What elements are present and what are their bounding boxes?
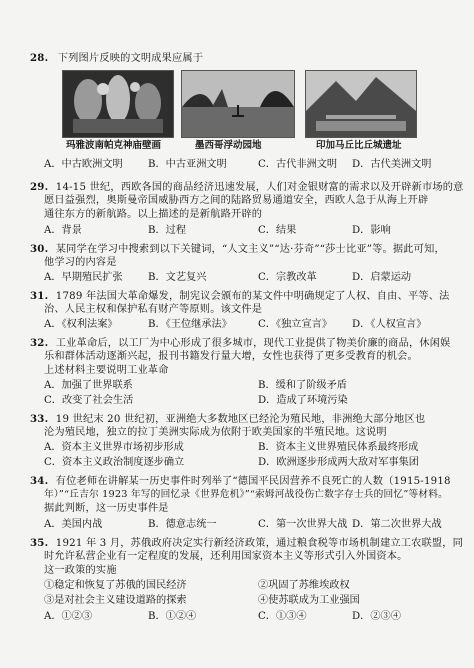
q32-number: 32. — [30, 337, 49, 349]
floating-garden-image — [181, 70, 295, 138]
caption-mural: 玛雅波南帕克神庙壁画 — [66, 140, 162, 151]
q29-line-1 — [30, 182, 464, 193]
q29-option-b[interactable]: B．过程 — [148, 225, 187, 236]
mural-image — [62, 70, 174, 138]
q35-option-c[interactable]: C．①③④ — [258, 611, 307, 622]
q32-line-1 — [30, 338, 451, 349]
q35-line-1 — [30, 538, 463, 549]
q30-option-d[interactable]: D．启蒙运动 — [352, 272, 412, 283]
q32-option-d[interactable]: D．造成了环境污染 — [258, 395, 348, 406]
q29-option-d[interactable]: D．影响 — [352, 225, 391, 236]
q29-option-a[interactable]: A．背景 — [44, 225, 82, 236]
q31-line-1 — [30, 291, 450, 302]
q33-option-a[interactable]: A．资本主义世界市场初步形成 — [44, 442, 184, 453]
q35-text-1: 1921 年 3 月，苏俄政府决定实行新经济政策，通过粮食税等市场机制建立工农联盟，同 — [55, 538, 464, 549]
q32-option-a[interactable]: A．加强了世界联系 — [44, 380, 133, 391]
q32-text-1: 工业革命后，以工厂为中心形成了很多城市，现代工业提供了物美价廉的商品，休闲娱 — [55, 338, 451, 349]
q35-statement-3: ③是对社会主义建设道路的探索 — [44, 595, 187, 606]
q34-option-a[interactable]: A．美国内战 — [44, 519, 103, 530]
q28-number: 28. — [30, 52, 49, 64]
q29-line-2: 愿日益强烈，奥斯曼帝国威胁西方之间的陆路贸易通道安全，西欧人急于从海上开辟 — [44, 195, 429, 206]
q35-option-d[interactable]: D．②③④ — [352, 611, 401, 622]
q30-number: 30. — [30, 243, 49, 255]
q34-text-1: 有位老师在讲解某一历史事件时列举了“德国平民因营养不良死亡的人数（1915-1918 — [55, 476, 451, 487]
q31-option-d[interactable]: D．《人权宣言》 — [352, 319, 427, 330]
q31-option-b[interactable]: B．《王位继承法》 — [148, 319, 232, 330]
q30-line-1 — [30, 244, 445, 255]
q31-number: 31. — [30, 290, 49, 302]
q30-line-2: 他学习的内容是 — [44, 257, 117, 268]
q31-option-c[interactable]: C．《独立宣言》 — [258, 319, 333, 330]
q29-number: 29. — [30, 181, 49, 193]
q30-option-b[interactable]: B．文艺复兴 — [148, 272, 207, 283]
q28-option-a[interactable]: A．中古欧洲文明 — [44, 159, 123, 170]
q34-line-1 — [30, 476, 451, 487]
q28-option-b[interactable]: B．中古亚洲文明 — [148, 159, 227, 170]
q31-option-a[interactable]: A．《权利法案》 — [44, 319, 118, 330]
q29-line-3: 通往东方的新航路。以上描述的是新航路开辟的 — [44, 209, 263, 220]
q35-statement-2: ②巩固了苏维埃政权 — [258, 580, 350, 591]
q30-option-a[interactable]: A．早期殖民扩张 — [44, 272, 123, 283]
q35-option-a[interactable]: A．①②③ — [44, 611, 93, 622]
q31-text-1: 1789 年法国大革命爆发，制宪议会颁布的某文件中明确规定了人权、自由、平等、法 — [55, 291, 450, 302]
q35-number: 35. — [30, 537, 49, 549]
q29-text-1: 14-15 世纪，西欧各国的商品经济迅速发展，人们对金银财富的需求以及开辟新市场的意 — [55, 182, 464, 193]
q28-stem — [30, 53, 203, 64]
q34-number: 34. — [30, 475, 49, 487]
q32-line-3: 上述材料主要说明工业革命 — [44, 365, 169, 376]
q33-line-1 — [30, 414, 425, 425]
q28-option-d[interactable]: D．古代美洲文明 — [352, 159, 432, 170]
q32-line-2: 乐和群体活动逐渐兴起，报刊书籍发行量大增，女性也获得了更多受教育的机会。 — [44, 351, 418, 362]
machu-picchu-image — [305, 70, 417, 138]
q32-option-b[interactable]: B．缓和了阶级矛盾 — [258, 380, 347, 391]
q34-line-3: 据此判断，这一历史事件是 — [44, 503, 169, 514]
q33-option-d[interactable]: D．欧洲逐步形成两大敌对军事集团 — [258, 457, 419, 468]
q30-text-1: 某同学在学习中搜索到以下关键词，“人文主义”“达·芬奇”“莎士比亚”等。据此可知， — [55, 244, 445, 255]
q35-statement-1: ①稳定和恢复了苏俄的国民经济 — [44, 580, 187, 591]
q35-line-3: 这一政策的实施 — [44, 565, 117, 576]
caption-machu-picchu: 印加马丘比丘城遗址 — [316, 140, 402, 151]
q33-text-1: 19 世纪末 20 世纪初，亚洲绝大多数地区已经沦为殖民地，非洲绝大部分地区也 — [55, 414, 426, 425]
q29-option-c[interactable]: C．结果 — [258, 225, 297, 236]
q35-statement-4: ④使苏联成为工业强国 — [258, 595, 360, 606]
q31-line-2: 治、人民主权和保护私有财产等原则。该文件是 — [44, 304, 263, 315]
q35-line-2: 时允许私营企业有一定程度的发展，还利用国家资本主义等形式引入外国资本。 — [44, 551, 408, 562]
q34-option-c[interactable]: C．第一次世界大战 — [258, 519, 348, 530]
q33-option-c[interactable]: C．资本主义政治制度逐步确立 — [44, 457, 185, 468]
q30-option-c[interactable]: C．宗教改革 — [258, 272, 317, 283]
q34-option-d[interactable]: D．第二次世界大战 — [352, 519, 442, 530]
q34-line-2: 年）”“丘吉尔 1923 年写的回忆录《世界危机》”“索姆河战役伤亡数字存士兵的回忆”等材料。 — [44, 489, 449, 500]
q33-line-2: 沦为殖民地，独立的拉丁美洲实际成为依附于欧美国家的半殖民地。这说明 — [44, 427, 387, 438]
q28-option-c[interactable]: C．古代非洲文明 — [258, 159, 338, 170]
q28-stem-text: 下列图片反映的文明成果应属于 — [57, 53, 204, 64]
caption-floating-garden: 墨西哥浮动园地 — [195, 140, 262, 151]
q33-option-b[interactable]: B．资本主义世界殖民体系最终形成 — [258, 442, 419, 453]
q32-option-c[interactable]: C．改变了社会生活 — [44, 395, 134, 406]
q35-option-b[interactable]: B．①②④ — [148, 611, 197, 622]
q34-option-b[interactable]: B．德意志统一 — [148, 519, 217, 530]
q33-number: 33. — [30, 413, 49, 425]
